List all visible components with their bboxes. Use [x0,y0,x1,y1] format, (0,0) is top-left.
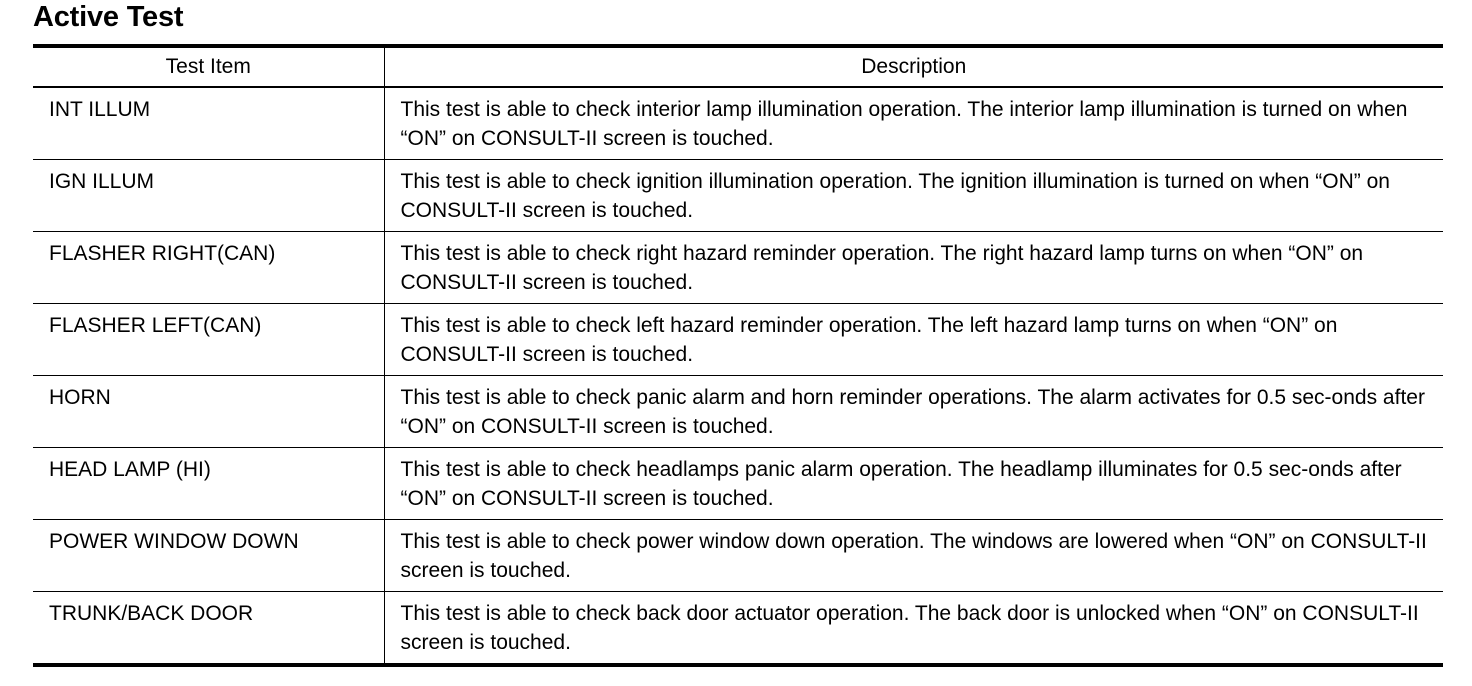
test-item-cell: POWER WINDOW DOWN [33,520,384,592]
description-cell: This test is able to check ignition illumination operation. The ignition illumination is turned on when “ON” on CONSULT-II screen is touched. [384,160,1443,232]
table-row [33,304,1443,376]
description-cell: This test is able to check panic alarm and horn reminder operations. The alarm activates for 0.5 sec-onds after “ON” on CONSULT-II screen is touched. [384,376,1443,448]
test-item-cell: HORN [33,376,384,448]
description-cell: This test is able to check headlamps panic alarm operation. The headlamp illuminates for 0.5 sec-onds after “ON” on CONSULT-II screen is touched. [384,448,1443,520]
description-cell: This test is able to check right hazard reminder operation. The right hazard lamp turns on when “ON” on CONSULT-II screen is touched. [384,232,1443,304]
test-item-cell: INT ILLUM [33,87,384,160]
description-cell: This test is able to check interior lamp illumination operation. The interior lamp illumination is turned on when “ON” on CONSULT-II screen is touched. [384,87,1443,160]
test-item-cell: HEAD LAMP (HI) [33,448,384,520]
header-test-item: Test Item [33,46,384,87]
table-row [33,376,1443,448]
table-row [33,520,1443,592]
table-header-row [33,46,1443,87]
page-title: Active Test [33,1,184,33]
table-row [33,592,1443,666]
description-cell: This test is able to check left hazard reminder operation. The left hazard lamp turns on when “ON” on CONSULT-II screen is touched. [384,304,1443,376]
test-item-cell: FLASHER LEFT(CAN) [33,304,384,376]
description-cell: This test is able to check power window down operation. The windows are lowered when “ON” on CONSULT-II screen is touched. [384,520,1443,592]
header-description: Description [384,46,1443,87]
active-test-table [33,44,1443,667]
active-test-table-container [33,44,1443,667]
test-item-cell: IGN ILLUM [33,160,384,232]
description-cell: This test is able to check back door actuator operation. The back door is unlocked when “ON” on CONSULT-II screen is touched. [384,592,1443,666]
test-item-cell: FLASHER RIGHT(CAN) [33,232,384,304]
table-row [33,87,1443,160]
test-item-cell: TRUNK/BACK DOOR [33,592,384,666]
table-row [33,448,1443,520]
table-row [33,232,1443,304]
table-row [33,160,1443,232]
